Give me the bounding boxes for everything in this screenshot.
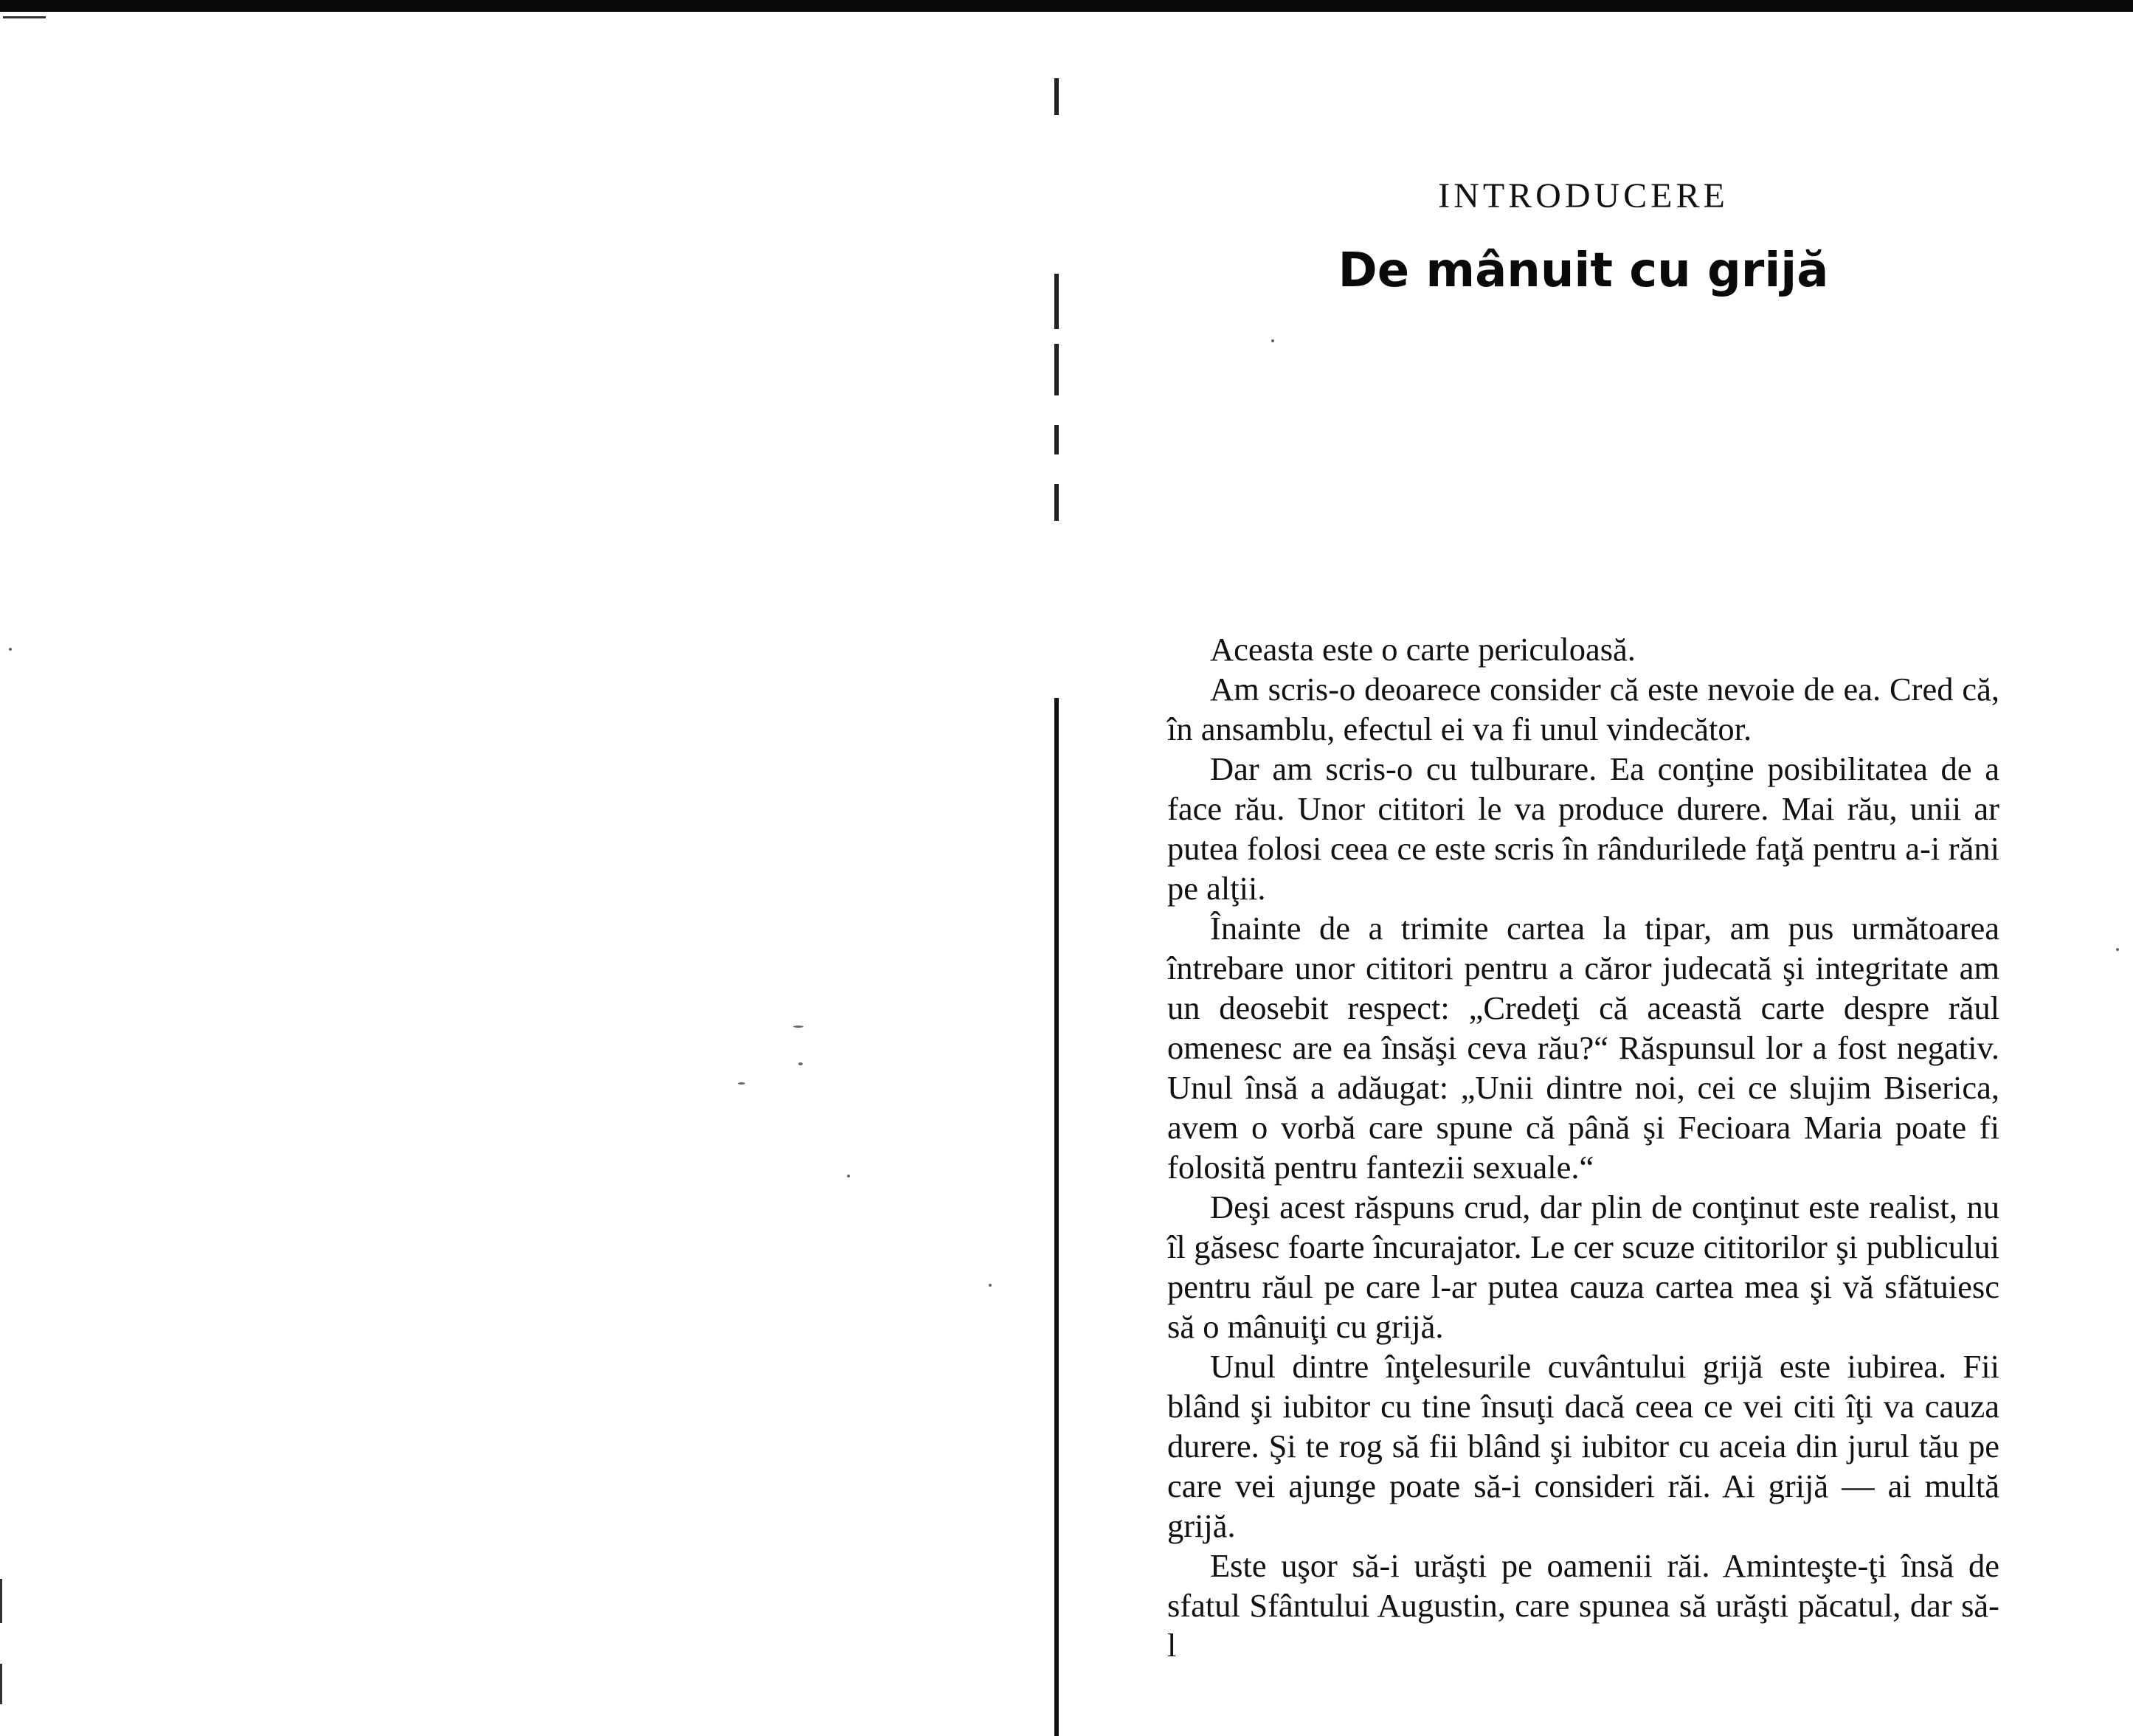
scan-speck: [9, 648, 12, 651]
scan-edge-mark: [0, 1579, 2, 1623]
scan-speck: [738, 1082, 745, 1085]
scan-speck: [793, 1026, 803, 1028]
body-text: [1167, 629, 1999, 1665]
scan-edge-mark: [0, 1664, 2, 1704]
scan-speck: [798, 1062, 803, 1065]
paragraph: Unul dintre înţelesurile cuvântului grijă este iubirea. Fii blând şi iubitor cu tine însuţi dacă ceea ce vei citi îţi va cauza durere. Şi te rog să fii blând şi iubitor cu aceia din jurul tău pe care vei ajunge poate să-i consideri răi. Ai grijă — ai multă grijă.: [1167, 1348, 1999, 1544]
scan-speck: [847, 1175, 850, 1177]
chapter-label: INTRODUCERE: [1438, 176, 1729, 215]
right-page: [1167, 0, 1999, 1736]
scan-speck: [989, 1284, 992, 1287]
paragraph: Este uşor să-i urăşti pe oamenii răi. Aminteşte-ţi însă de sfatul Sfântului Augustin, care spunea să urăşti păcatul, dar să-l: [1167, 1547, 1999, 1664]
book-spine-gutter: [1054, 12, 1059, 1736]
scan-artifact-line: [3, 16, 46, 18]
paragraph: Deşi acest răspuns crud, dar plin de conţinut este realist, nu îl găsesc foarte încurajator. Le cer scuze cititorilor şi publicului pentru răul pe care l-ar putea cauza cartea mea şi vă sfătuiesc să o mânuiţi cu grijă.: [1167, 1189, 1999, 1345]
chapter-title: De mânuit cu grijă: [1338, 243, 1829, 298]
paragraph: Am scris-o deoarece consider că este nevoie de ea. Cred că, în ansamblu, efectul ei va fi unul vindecător.: [1167, 671, 1999, 747]
paragraph: Aceasta este o carte periculoasă.: [1210, 631, 1636, 668]
paragraph: Dar am scris-o cu tulburare. Ea conţine posibilitatea de a face rău. Unor cititori le va produce durere. Mai rău, unii ar putea folosi ceea ce este scris în rândurilede faţă pentru a-i răni pe alţii.: [1167, 750, 1999, 907]
scan-speck: [2116, 948, 2119, 951]
paragraph: Înainte de a trimite cartea la tipar, am pus următoarea întrebare unor cititori pentru a căror judecată şi integritate am un deosebit respect: „Credeţi că această carte despre răul omenesc are ea însăşi ceva rău?“ Răspunsul lor a fost negativ. Unul însă a adăugat: „Unii dintre noi, cei ce slujim Biserica, avem o vorbă care spune că până şi Fecioara Maria poate fi folosită pentru fantezii sexuale.“: [1167, 910, 1999, 1186]
